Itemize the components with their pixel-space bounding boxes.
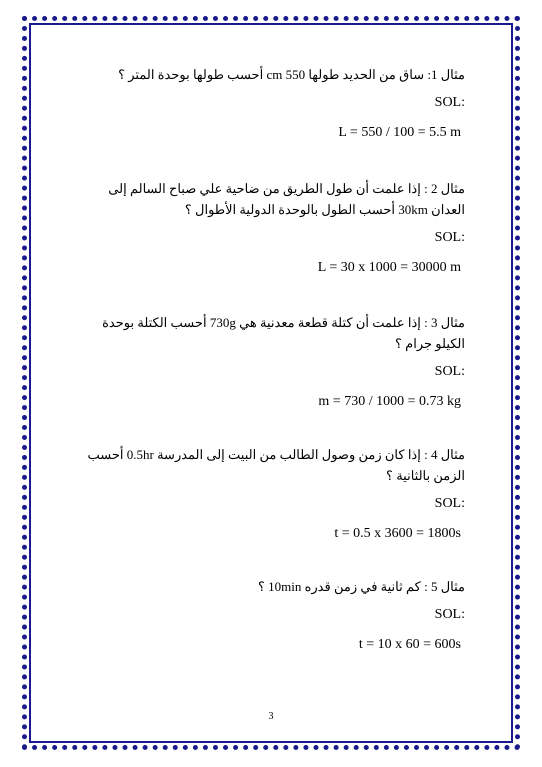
sol-label: SOL: xyxy=(434,364,465,379)
example-question: مثال 3 : إذا علمت أن كتلة قطعة معدنية هي 730g أحسب الكتلة بوحدة الكيلو جرام ؟ xyxy=(102,315,465,351)
example-4 xyxy=(80,444,465,542)
example-answer: t = 10 x 60 = 600s xyxy=(358,637,461,652)
example-2 xyxy=(80,178,465,276)
sol-label: SOL: xyxy=(434,95,465,110)
example-question: مثال 2 : إذا علمت أن طول الطريق من ضاحية علي صباح السالم إلى العدان 30km أحسب الطول بالوحدة الدولية الأطوال ؟ xyxy=(108,181,465,217)
example-answer: t = 0.5 x 3600 = 1800s xyxy=(334,526,461,541)
sol-label: SOL: xyxy=(434,496,465,511)
example-question: مثال 5 : كم ثانية في زمن قدره 10min ؟ xyxy=(257,579,465,594)
example-answer: m = 730 / 1000 = 0.73 kg xyxy=(318,394,461,409)
example-5 xyxy=(80,576,465,653)
sol-label: SOL: xyxy=(434,230,465,245)
example-question: مثال 4 : إذا كان زمن وصول الطالب من البيت إلى المدرسة 0.5hr أحسب الزمن بالثانية ؟ xyxy=(87,447,465,483)
sol-label: SOL: xyxy=(434,607,465,622)
example-1 xyxy=(80,64,465,141)
example-question: مثال 1: ساق من الحديد طولها 550 cm أحسب طولها بوحدة المتر ؟ xyxy=(118,67,465,82)
example-answer: L = 550 / 100 = 5.5 m xyxy=(338,125,461,140)
page-number: 3 xyxy=(268,711,274,722)
example-3 xyxy=(80,312,465,410)
example-answer: L = 30 x 1000 = 30000 m xyxy=(317,260,461,275)
